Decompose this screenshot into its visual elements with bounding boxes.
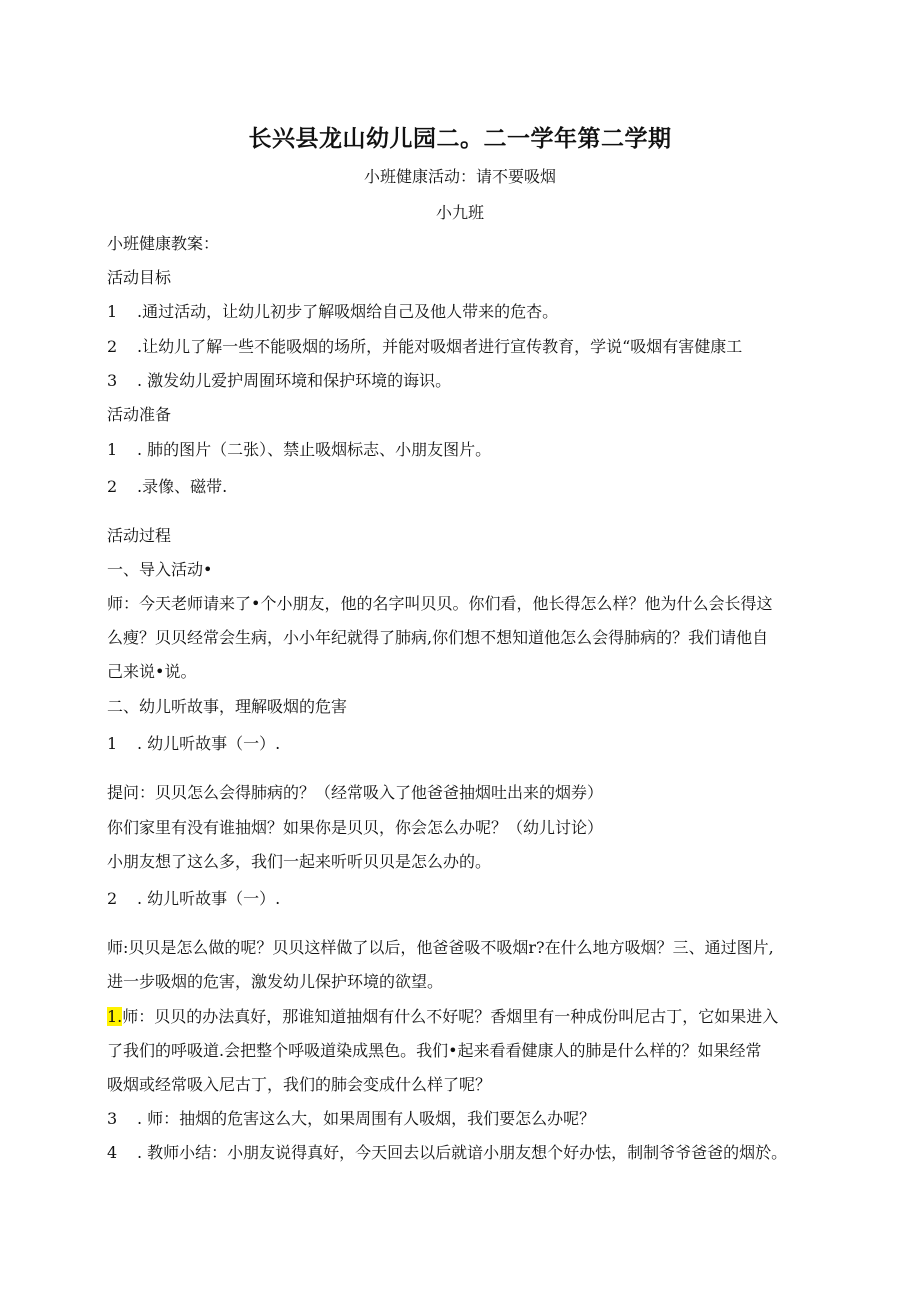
paragraph-line: 吸烟或经常吸入尼古丁，我们的肺会变成什么样了呢？ (107, 1075, 492, 1094)
paragraph-line: 小朋友想了这么多，我们一起来听听贝贝是怎么办的。 (107, 852, 492, 871)
section-heading: 活动目标 (107, 268, 172, 287)
paragraph-line: 师：今天老师请来了•个小朋友，他的名字叫贝贝。你们看，他长得怎么样？他为什么会长得这 (107, 594, 773, 613)
paragraph-line: 了我们的呼吸道.会把整个呼吸道染成黑色。我们•起来看看健康人的肺是什么样的？如果经常 (107, 1041, 762, 1060)
paragraph-line: 己来说•说。 (107, 662, 197, 681)
list-item: 1 . 肺的图片（二张）、禁止吸烟标志、小朋友图片。 (107, 440, 492, 459)
list-item: 4 . 教师小结：小朋友说得真好，今天回去以后就谙小朋友想个好办怯，制制爷爷爸爸的烟於。 (107, 1143, 788, 1162)
paragraph-line: 师:贝贝是怎么做的呢？贝贝这样做了以后，他爸爸吸不吸烟r?在什么地方吸烟？三、通过图片, (107, 938, 774, 957)
paragraph-line: 提问：贝贝怎么会得肺病的？（经常吸入了他爸爸抽烟吐出来的烟券） (107, 783, 604, 802)
section-heading: 活动准备 (107, 405, 172, 424)
list-item: 1 . 幼儿听故事（一）. (107, 734, 281, 753)
list-item: 3 . 师：抽烟的危害这么大，如果周围有人吸烟，我们要怎么办呢？ (107, 1109, 596, 1128)
paragraph-line: 1.师：贝贝的办法真好，那谁知道抽烟有什么不好呢？香烟里有一种成份叫尼古丁，它如果进入 (107, 1007, 779, 1026)
text-line: 小班健康教案： (107, 234, 220, 253)
section-heading: 一、导入活动• (107, 560, 213, 579)
list-item: 2 .录像、磁带. (107, 477, 228, 496)
list-item: 2 .让幼儿了解一些不能吸烟的场所，并能对吸烟者进行宣传教育，学说“吸烟有害健康工 (107, 337, 743, 356)
document-title: 长兴县龙山幼儿园二。二一学年第二学期 (248, 126, 672, 152)
activity-subtitle: 小班健康活动：请不要吸烟 (363, 167, 556, 186)
highlighted-number: 1. (107, 1007, 123, 1026)
paragraph-line: 你们家里有没有谁抽烟？如果你是贝贝，你会怎么办呢？（幼儿讨论） (107, 818, 604, 837)
list-item: 2 . 幼儿听故事（一）. (107, 889, 281, 908)
list-item: 3 . 激发幼儿爱护周囿环境和保护环境的诲识。 (107, 371, 452, 390)
list-item: 1 .通过活动，让幼儿初步了解吸烟给自己及他人带来的危杏。 (107, 302, 559, 321)
paragraph-line: 么瘦？贝贝经常会生病，小小年纪就得了肺病,你们想不想知道他怎么会得肺病的？我们请他自 (107, 628, 769, 647)
section-heading: 二、幼儿听故事，理解吸烟的危害 (107, 697, 348, 716)
paragraph-line: 进一步吸烟的危害，激发幼儿保护环境的欲望。 (107, 972, 444, 991)
section-heading: 活动过程 (107, 526, 172, 545)
class-name: 小九班 (435, 203, 484, 222)
